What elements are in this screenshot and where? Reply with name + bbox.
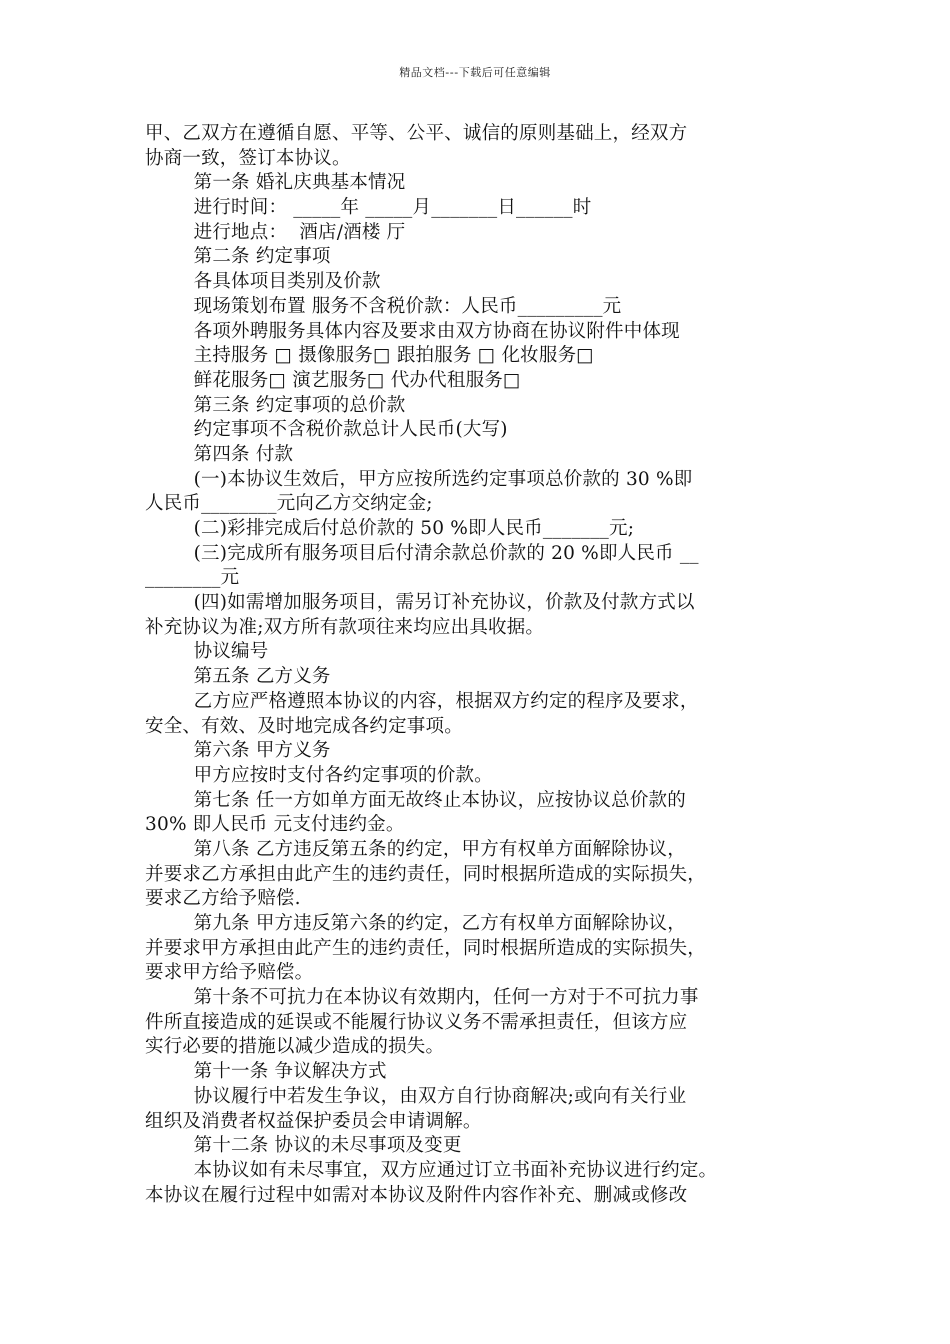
text-line: 乙方应严格遵照本协议的内容，根据双方约定的程序及要求， [145, 690, 699, 712]
text-line: 本协议在履行过程中如需对本协议及附件内容作补充、删减或修改 [145, 1184, 688, 1206]
text-line: 补充协议为准;双方所有款项往来均应出具收据。 [145, 616, 545, 638]
text-line: 各项外聘服务具体内容及要求由双方协商在协议附件中体现 [145, 320, 680, 342]
text-line: 第三条 约定事项的总价款 [145, 394, 406, 416]
text-line: 现场策划布置 服务不含税价款：人民币_________元 [145, 295, 622, 317]
text-line: 各具体项目类别及价款 [145, 271, 381, 293]
text-line: 进行时间： _____年 _____月_______日______时 [145, 197, 592, 219]
text-line: 要求乙方给予赔偿. [145, 888, 301, 910]
text-line: 30% 即人民币 元支付违约金。 [145, 814, 405, 836]
text-line: 第二条 约定事项 [145, 246, 331, 268]
text-line: 要求甲方给予赔偿。 [145, 962, 314, 984]
text-line: 约定事项不含税价款总计人民币(大写) [145, 419, 508, 441]
text-line: 协议履行中若发生争议，由双方自行协商解决;或向有关行业 [145, 1085, 687, 1107]
text-line: 第十条不可抗力在本协议有效期内，任何一方对于不可抗力事 [145, 987, 699, 1009]
text-line: 第十一条 争议解决方式 [145, 1061, 387, 1083]
text-line: 甲、乙双方在遵循自愿、平等、公平、诚信的原则基础上，经双方 [145, 123, 688, 144]
page-header: 精品文档---下载后可任意编辑 [399, 66, 551, 79]
text-line: 组织及消费者权益保护委员会申请调解。 [145, 1110, 482, 1132]
text-line: (二)彩排完成后付总价款的 50 %即人民币_______元; [145, 518, 635, 539]
text-line: 本协议如有未尽事宜，双方应通过订立书面补充协议进行约定。 [145, 1159, 718, 1181]
text-line: 甲方应按时支付各约定事项的价款。 [145, 764, 493, 786]
text-line: (三)完成所有服务项目后付清余款总价款的 20 %即人民币 __ [145, 542, 699, 564]
text-line: 协议编号 [145, 641, 269, 663]
text-line: 件所直接造成的延误或不能履行协议义务不需承担责任，但该方应 [145, 1011, 688, 1033]
text-line: 进行地点： 酒店/酒楼 厅 [145, 221, 406, 243]
text-line: 第四条 付款 [145, 443, 294, 465]
document-body [145, 122, 830, 1208]
text-line: 第十二条 协议的未尽事项及变更 [145, 1135, 462, 1157]
text-line: 第八条 乙方违反第五条的约定，甲方有权单方面解除协议， [145, 838, 686, 860]
text-line: 第九条 甲方违反第六条的约定，乙方有权单方面解除协议， [145, 913, 686, 934]
text-line: 人民币________元向乙方交纳定金; [145, 493, 433, 515]
text-line: 安全、有效、及时地完成各约定事项。 [145, 715, 463, 737]
text-line: 第一条 婚礼庆典基本情况 [145, 172, 406, 194]
text-line: 第五条 乙方义务 [145, 666, 331, 688]
text-line: ________元 [145, 567, 240, 589]
text-line: 协商一致，签订本协议。 [145, 147, 351, 169]
text-line: 第七条 任一方如单方面无故终止本协议，应按协议总价款的 [145, 789, 686, 811]
text-line: 实行必要的措施以减少造成的损失。 [145, 1036, 445, 1058]
text-line: (四)如需增加服务项目，需另订补充协议，价款及付款方式以 [145, 592, 695, 614]
text-line: 并要求甲方承担由此产生的违约责任，同时根据所造成的实际损失， [145, 937, 707, 959]
text-line: (一)本协议生效后，甲方应按所选约定事项总价款的 30 %即 [145, 468, 693, 490]
text-line: 第六条 甲方义务 [145, 740, 331, 762]
text-line: 鲜花服务□ 演艺服务□ 代办代租服务□ [145, 369, 521, 391]
text-line: 并要求乙方承担由此产生的违约责任，同时根据所造成的实际损失， [145, 863, 707, 885]
text-line: 主持服务 □ 摄像服务□ 跟拍服务 □ 化妆服务□ [145, 345, 594, 367]
